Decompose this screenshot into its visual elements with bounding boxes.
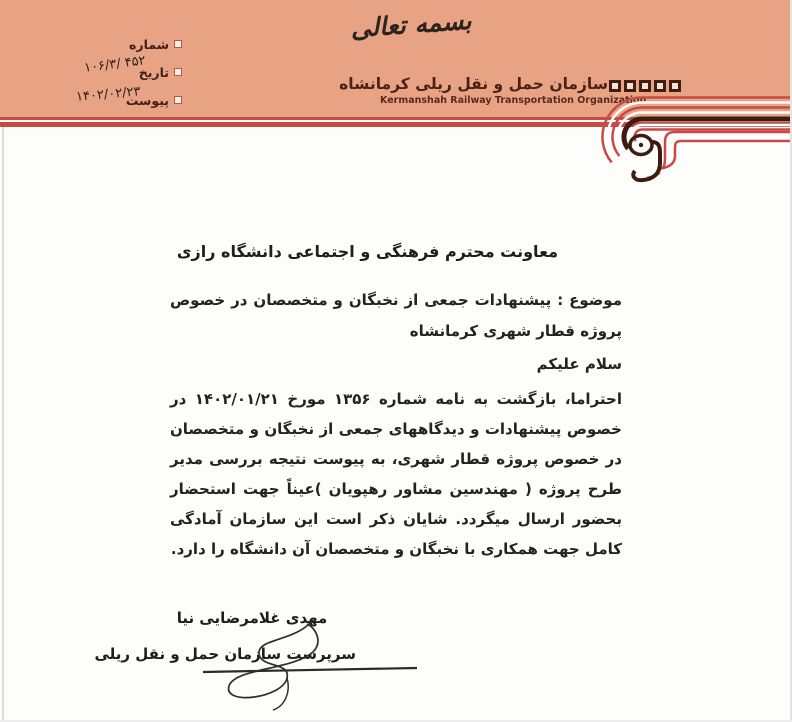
deco-square-icon (669, 80, 681, 92)
handwritten-letter-number: ۱۰۶/۳/ ۴۵۲ (83, 53, 147, 76)
square-bullet-icon (174, 96, 182, 104)
letter-content (170, 242, 622, 564)
date-field-label: تاریخ (138, 64, 169, 80)
salutation-line: سلام علیکم (536, 355, 622, 373)
handwritten-signature (195, 608, 425, 716)
signatory-name: مهدی غلامرضایی نیا (176, 609, 328, 627)
recipient-line: معاونت محترم فرهنگی و اجتماعی دانشگاه رازی (176, 242, 558, 261)
deco-square-icon (609, 80, 621, 92)
railway-logo-icon (587, 95, 792, 190)
handwritten-date: ۱۴۰۲/۰۲/۲۳ (75, 84, 142, 105)
organization-name-fa: سازمان حمل و نقل ریلی کرمانشاه (339, 75, 608, 93)
deco-square-icon (639, 80, 651, 92)
square-bullet-icon (174, 68, 182, 76)
deco-square-icon (654, 80, 666, 92)
letter-body-paragraph: احتراما، بازگشت به نامه شماره ۱۳۵۶ مورخ ۱۴۰۲/۰۱/۲۱ در خصوص پیشنهادات و دیدگاههای جمعی از نخبگان و متخصصان در خصوص پروژه قطار شهری، به پیوست نتیجه بررسی مدیر طرح پروژه ( مهندسین مشاور رهپویان )عیناً جهت استحضار بحضور ارسال میگردد. شایان ذکر است این سازمان آمادگی کامل جهت همکاری با نخبگان و متخصصان آن دانشگاه را دارد. (170, 390, 622, 558)
deco-square-icon (624, 80, 636, 92)
deco-squares-row (609, 80, 681, 92)
number-field-label: شماره (129, 36, 169, 52)
attachment-field-label: پیوست (125, 92, 169, 108)
scan-edge-artifact (2, 127, 4, 722)
square-bullet-icon (174, 40, 182, 48)
signatory-title: سرپرست سازمان حمل و نقل ریلی (94, 645, 356, 663)
subject-line: موضوع : پیشنهادات جمعی از نخبگان و متخصصان در خصوص پروژه قطار شهری کرمانشاه (170, 291, 622, 340)
organization-name-block (339, 74, 647, 106)
bismillah-calligraphy: بسمه تعالی (349, 5, 473, 44)
organization-name-en: Kermanshah Railway Transportation Organization (380, 95, 647, 106)
